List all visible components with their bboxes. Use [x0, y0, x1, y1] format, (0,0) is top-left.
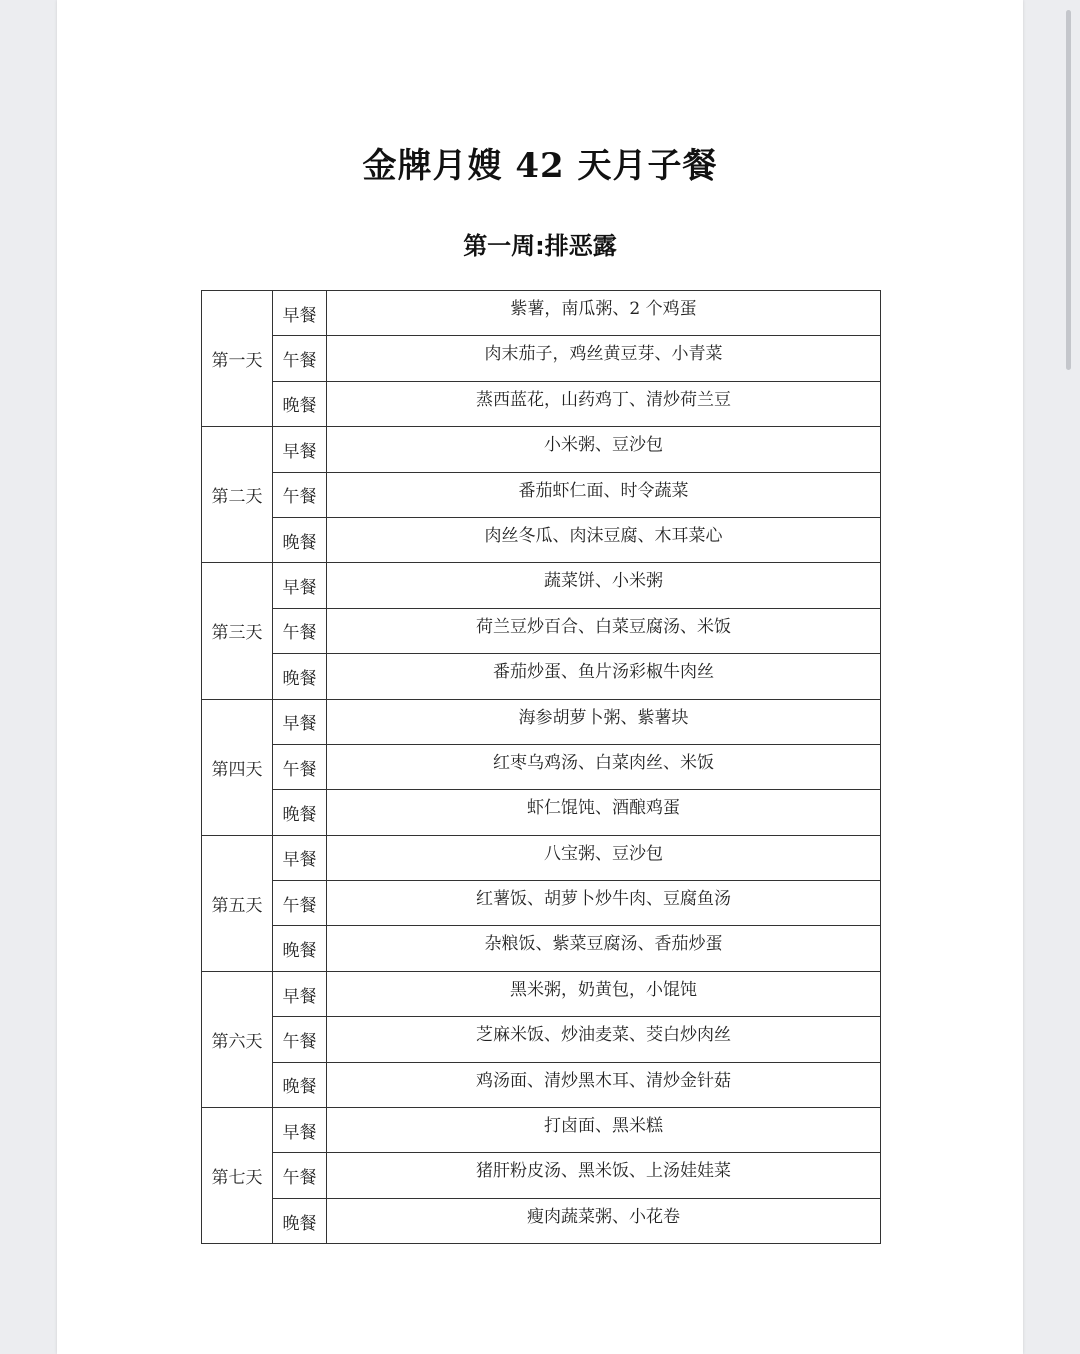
table-row	[202, 654, 881, 699]
dish-cell: 八宝粥、豆沙包	[327, 835, 881, 880]
table-row	[202, 381, 881, 426]
meal-label: 早餐	[273, 971, 327, 1016]
meal-label: 早餐	[273, 835, 327, 880]
table-row	[202, 427, 881, 472]
dish-cell: 番茄虾仁面、时令蔬菜	[327, 472, 881, 517]
vertical-scrollbar[interactable]	[1062, 0, 1074, 1354]
table-row	[202, 291, 881, 336]
day-label: 第六天	[202, 971, 273, 1107]
dish-cell: 打卤面、黑米糕	[327, 1108, 881, 1153]
meal-label: 午餐	[273, 1017, 327, 1062]
day-label: 第三天	[202, 563, 273, 699]
meal-label: 晚餐	[273, 926, 327, 971]
meal-label: 晚餐	[273, 517, 327, 562]
scrollbar-thumb[interactable]	[1066, 10, 1071, 370]
dish-cell: 小米粥、豆沙包	[327, 427, 881, 472]
day-label: 第一天	[202, 291, 273, 427]
day-label: 第七天	[202, 1108, 273, 1244]
table-row	[202, 472, 881, 517]
dish-cell: 虾仁馄饨、酒酿鸡蛋	[327, 790, 881, 835]
table-row	[202, 1153, 881, 1198]
table-row	[202, 517, 881, 562]
dish-cell: 红薯饭、胡萝卜炒牛肉、豆腐鱼汤	[327, 881, 881, 926]
meal-label: 晚餐	[273, 1198, 327, 1243]
meal-label: 午餐	[273, 1153, 327, 1198]
document-subtitle: 第一周:排恶露	[463, 232, 617, 260]
table-row	[202, 835, 881, 880]
day-label: 第四天	[202, 699, 273, 835]
table-row	[202, 1198, 881, 1243]
meal-label: 晚餐	[273, 790, 327, 835]
meal-label: 午餐	[273, 472, 327, 517]
dish-cell: 芝麻米饭、炒油麦菜、茭白炒肉丝	[327, 1017, 881, 1062]
table-row	[202, 1062, 881, 1107]
meal-label: 午餐	[273, 336, 327, 381]
dish-cell: 鸡汤面、清炒黑木耳、清炒金针菇	[327, 1062, 881, 1107]
dish-cell: 猪肝粉皮汤、黑米饭、上汤娃娃菜	[327, 1153, 881, 1198]
meal-label: 晚餐	[273, 1062, 327, 1107]
meal-label: 早餐	[273, 1108, 327, 1153]
dish-cell: 紫薯，南瓜粥、2 个鸡蛋	[327, 291, 881, 336]
dish-cell: 瘦肉蔬菜粥、小花卷	[327, 1198, 881, 1243]
dish-cell: 黑米粥，奶黄包，小馄饨	[327, 971, 881, 1016]
meal-label: 早餐	[273, 291, 327, 336]
table-row	[202, 699, 881, 744]
table-row	[202, 1017, 881, 1062]
meal-label: 晚餐	[273, 381, 327, 426]
dish-cell: 红枣乌鸡汤、白菜肉丝、米饭	[327, 744, 881, 789]
meal-label: 早餐	[273, 427, 327, 472]
table-row	[202, 971, 881, 1016]
dish-cell: 蒸西蓝花，山药鸡丁、清炒荷兰豆	[327, 381, 881, 426]
table-row	[202, 1108, 881, 1153]
dish-cell: 海参胡萝卜粥、紫薯块	[327, 699, 881, 744]
day-label: 第五天	[202, 835, 273, 971]
meal-label: 早餐	[273, 563, 327, 608]
meal-plan-table	[201, 290, 881, 1244]
table-row	[202, 563, 881, 608]
meal-label: 午餐	[273, 744, 327, 789]
table-row	[202, 790, 881, 835]
day-label: 第二天	[202, 427, 273, 563]
table-row	[202, 926, 881, 971]
table-row	[202, 881, 881, 926]
dish-cell: 杂粮饭、紫菜豆腐汤、香茄炒蛋	[327, 926, 881, 971]
document-title: 金牌月嫂 42 天月子餐	[362, 146, 718, 186]
dish-cell: 蔬菜饼、小米粥	[327, 563, 881, 608]
dish-cell: 肉末茄子，鸡丝黄豆芽、小青菜	[327, 336, 881, 381]
table-row	[202, 608, 881, 653]
table-row	[202, 336, 881, 381]
table-row	[202, 744, 881, 789]
meal-label: 午餐	[273, 881, 327, 926]
meal-label: 午餐	[273, 608, 327, 653]
dish-cell: 荷兰豆炒百合、白菜豆腐汤、米饭	[327, 608, 881, 653]
meal-label: 晚餐	[273, 654, 327, 699]
meal-label: 早餐	[273, 699, 327, 744]
dish-cell: 番茄炒蛋、鱼片汤彩椒牛肉丝	[327, 654, 881, 699]
dish-cell: 肉丝冬瓜、肉沫豆腐、木耳菜心	[327, 517, 881, 562]
